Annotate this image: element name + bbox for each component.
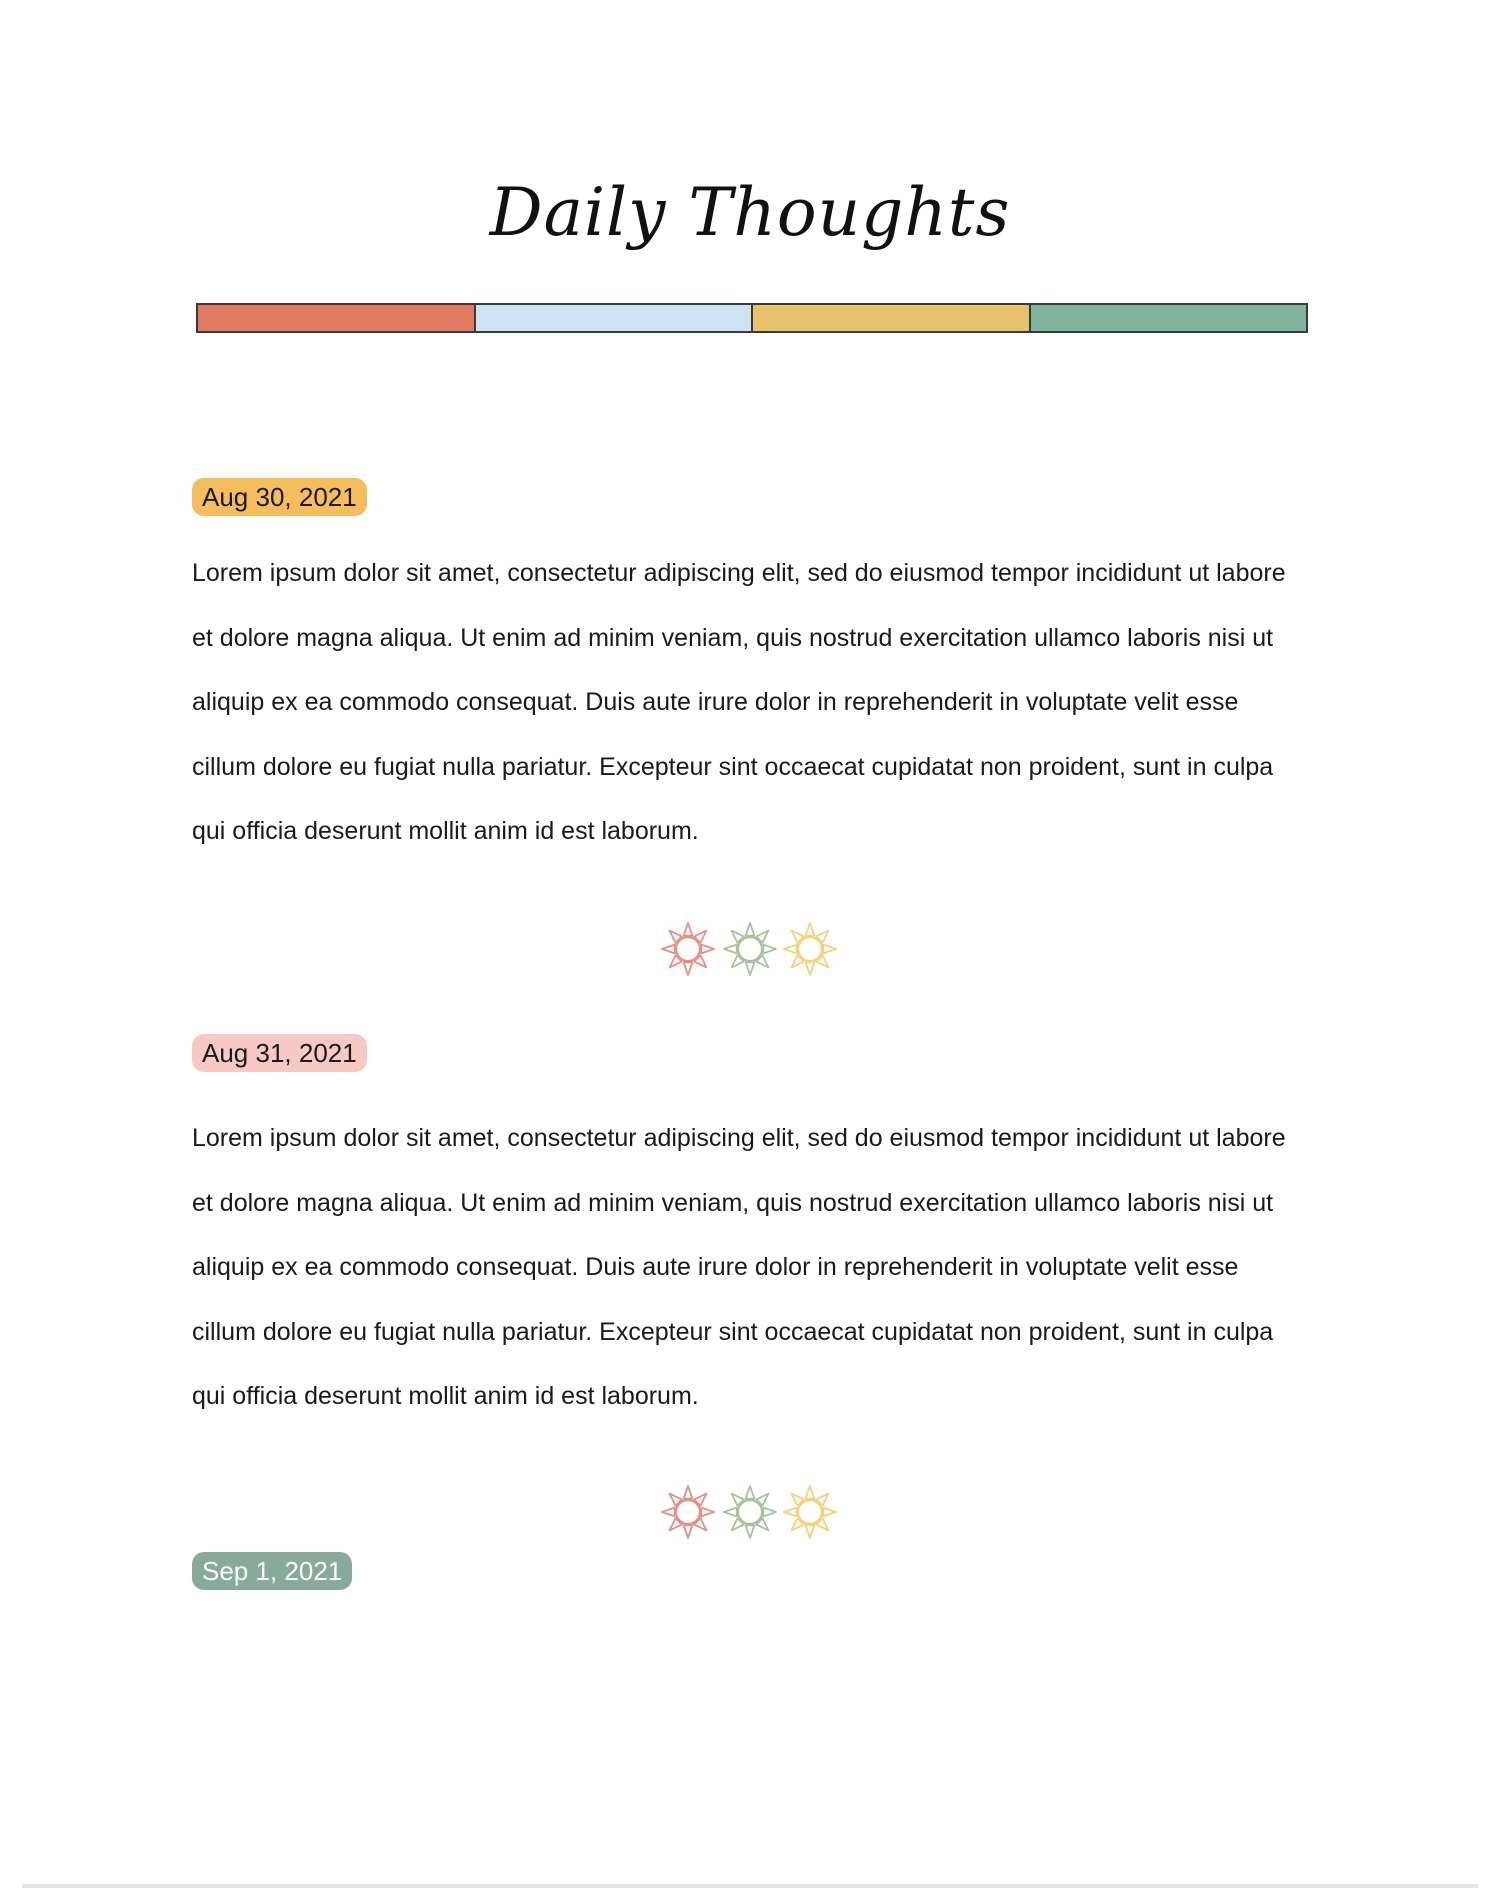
entry-body [192, 541, 1322, 864]
sun-divider [658, 1483, 842, 1541]
entry-date-badge: Aug 30, 2021 [192, 478, 367, 516]
entry-line: Lorem ipsum dolor sit amet, consectetur adipiscing elit, sed do eiusmod tempor incididunt ut labore [192, 559, 1286, 587]
entry-date-badge: Sep 1, 2021 [192, 1552, 352, 1590]
entry-date-badge: Aug 31, 2021 [192, 1034, 367, 1072]
entry-line: qui officia deserunt mollit anim id est laborum. [192, 817, 699, 845]
entry-line: qui officia deserunt mollit anim id est laborum. [192, 1382, 699, 1410]
color-bar-segment-1 [198, 305, 474, 331]
sun-icon [724, 923, 776, 975]
sun-divider [658, 920, 842, 978]
sun-icon [784, 1486, 836, 1538]
sun-icon [784, 923, 836, 975]
color-bar-segment-3 [751, 305, 1029, 331]
entry-line: cillum dolore eu fugiat nulla pariatur. Excepteur sint occaecat cupidatat non proident, sunt in culpa [192, 1317, 1274, 1346]
sun-icon [724, 1486, 776, 1538]
color-bar-segment-4 [1029, 305, 1307, 331]
page-bottom-edge [22, 1884, 1478, 1888]
entry-line: aliquip ex ea commodo consequat. Duis aute irure dolor in reprehenderit in voluptate velit esse [192, 688, 1239, 716]
entry-line: cillum dolore eu fugiat nulla pariatur. Excepteur sint occaecat cupidatat non proident, sunt in culpa [192, 752, 1274, 781]
title-color-bar [196, 303, 1308, 333]
entry-line: aliquip ex ea commodo consequat. Duis aute irure dolor in reprehenderit in voluptate velit esse [192, 1253, 1239, 1281]
color-bar-segment-2 [474, 305, 752, 331]
entry-line: Lorem ipsum dolor sit amet, consectetur adipiscing elit, sed do eiusmod tempor incididunt ut labore [192, 1124, 1286, 1152]
sun-icon [662, 923, 714, 975]
entry-body [192, 1106, 1322, 1429]
entry-line: et dolore magna aliqua. Ut enim ad minim veniam, quis nostrud exercitation ullamco laboris nisi ut [192, 1188, 1274, 1217]
document-title: Daily Thoughts [489, 174, 1011, 251]
sun-icon [662, 1486, 714, 1538]
entry-line: et dolore magna aliqua. Ut enim ad minim veniam, quis nostrud exercitation ullamco laboris nisi ut [192, 623, 1274, 652]
